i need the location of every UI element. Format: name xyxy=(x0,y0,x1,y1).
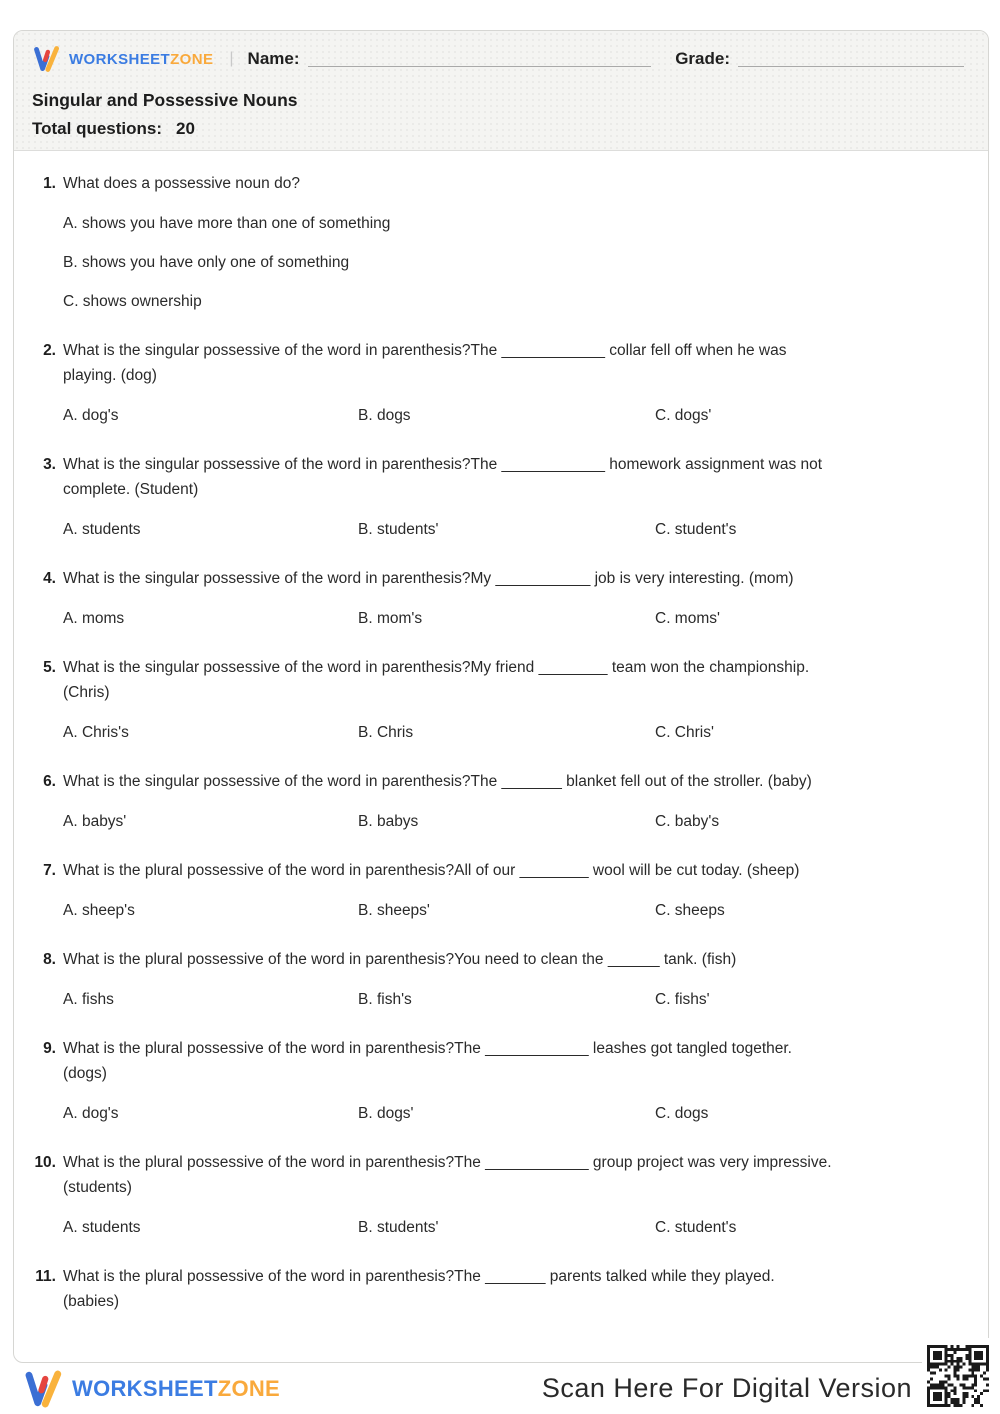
qr-code-pattern xyxy=(927,1345,989,1407)
question-text-line: What is the plural possessive of the word in parenthesis?All of our ________ wool will be cut today. (sheep) xyxy=(63,862,800,879)
question-text xyxy=(63,566,794,591)
question-text xyxy=(63,655,809,705)
question-number: 11. xyxy=(35,1268,56,1285)
question-8 xyxy=(31,947,968,1012)
question-row xyxy=(31,566,968,591)
total-questions-label: Total questions: xyxy=(32,119,163,138)
question-text xyxy=(63,858,799,883)
question-row xyxy=(31,1264,968,1314)
answer-option-B: B. fish's xyxy=(358,991,412,1008)
question-row xyxy=(31,452,968,502)
question-text xyxy=(63,452,822,502)
answer-option-A: A. dog's xyxy=(63,1105,119,1122)
questions-list xyxy=(14,151,988,1314)
question-3 xyxy=(31,452,968,542)
total-questions-value: 20 xyxy=(176,119,195,138)
answer-options xyxy=(63,898,968,923)
answer-option-A: A. dog's xyxy=(63,407,119,424)
answer-option-B: B. shows you have only one of something xyxy=(63,254,350,271)
question-row xyxy=(31,171,968,196)
question-text-line: playing. (dog) xyxy=(63,367,157,384)
answer-option-C: C. dogs' xyxy=(655,407,712,424)
answer-option-C: C. moms' xyxy=(655,610,720,627)
question-number: 10. xyxy=(34,1154,56,1171)
answer-option-B: B. students' xyxy=(358,521,439,538)
answer-options xyxy=(63,987,968,1012)
answer-option-A: A. moms xyxy=(63,610,125,627)
question-text-line: What is the singular possessive of the word in parenthesis?My ___________ job is very interesting. (mom) xyxy=(63,570,794,587)
question-text-line: What is the singular possessive of the word in parenthesis?The _______ blanket fell out of the stroller. (baby) xyxy=(63,773,812,790)
name-write-line[interactable] xyxy=(308,51,652,67)
question-row xyxy=(31,1036,968,1086)
total-questions xyxy=(32,119,964,139)
question-2 xyxy=(31,338,968,428)
scan-here-text: Scan Here For Digital Version xyxy=(541,1373,912,1403)
worksheetzone-logo-icon xyxy=(33,45,61,73)
question-text-line: (babies) xyxy=(63,1293,119,1310)
answer-option-C: C. student's xyxy=(655,521,737,538)
page-footer xyxy=(0,1363,1000,1414)
question-row xyxy=(31,1150,968,1200)
header-top-row xyxy=(33,44,964,74)
brand-logo xyxy=(33,45,213,73)
question-4 xyxy=(31,566,968,631)
question-number: 4. xyxy=(43,570,56,587)
worksheetzone-logo-icon xyxy=(24,1369,64,1409)
name-label: Name: xyxy=(247,49,300,68)
question-text-line: What is the plural possessive of the word in parenthesis?The ____________ group project was very impressive. xyxy=(63,1154,832,1171)
question-number: 7. xyxy=(43,862,56,879)
question-number: 2. xyxy=(43,342,56,359)
answer-options xyxy=(63,809,968,834)
question-11 xyxy=(31,1264,968,1314)
answer-options xyxy=(63,1101,968,1126)
answer-options xyxy=(63,1215,968,1240)
question-text-line: What is the singular possessive of the word in parenthesis?The ____________ homework assignment was not xyxy=(63,456,823,473)
question-10 xyxy=(31,1150,968,1240)
answer-option-A: A. Chris's xyxy=(63,724,129,741)
answer-options xyxy=(63,720,968,745)
question-text xyxy=(63,947,736,972)
question-text xyxy=(63,1036,792,1086)
footer-brand-logo xyxy=(24,1369,280,1409)
answer-options xyxy=(63,517,968,542)
brand-word-zone: ZONE xyxy=(217,1375,281,1401)
question-text-line: complete. (Student) xyxy=(63,481,199,498)
answer-option-C: C. Chris' xyxy=(655,724,714,741)
question-number: 1. xyxy=(43,175,56,192)
question-number: 6. xyxy=(43,773,56,790)
question-6 xyxy=(31,769,968,834)
grade-label: Grade: xyxy=(675,49,730,68)
question-row xyxy=(31,947,968,972)
answer-option-B: B. students' xyxy=(358,1219,439,1236)
answer-option-A: A. students xyxy=(63,1219,141,1236)
answer-option-C: C. shows ownership xyxy=(63,293,202,310)
answer-option-C: C. fishs' xyxy=(655,991,710,1008)
question-row xyxy=(31,858,968,883)
answer-option-B: B. sheeps' xyxy=(358,902,430,919)
question-number: 3. xyxy=(43,456,56,473)
brand-word-worksheet: WORKSHEET xyxy=(69,50,171,68)
question-9 xyxy=(31,1036,968,1126)
answer-option-C: C. student's xyxy=(655,1219,737,1236)
header-separator: | xyxy=(229,50,234,67)
answer-option-C: C. baby's xyxy=(655,813,720,830)
question-row xyxy=(31,655,968,705)
answer-options xyxy=(63,606,968,631)
question-text xyxy=(63,338,786,388)
brand-word-zone: ZONE xyxy=(170,50,214,68)
question-text xyxy=(63,171,300,196)
question-text-line: What is the singular possessive of the word in parenthesis?The ____________ collar fell off when he was xyxy=(63,342,787,359)
question-text-line: What is the plural possessive of the word in parenthesis?You need to clean the ______ tank. (fish) xyxy=(63,951,737,968)
answer-option-B: B. babys xyxy=(358,813,419,830)
answer-option-C: C. sheeps xyxy=(655,902,725,919)
answer-option-A: A. babys' xyxy=(63,813,127,830)
question-text-line: What does a possessive noun do? xyxy=(63,175,300,192)
question-text-line: What is the singular possessive of the word in parenthesis?My friend ________ team won the championship. xyxy=(63,659,810,676)
footer-brand-wordmark xyxy=(72,1376,280,1402)
question-text xyxy=(63,1264,775,1314)
answer-option-A: A. fishs xyxy=(63,991,114,1008)
answer-option-B: B. mom's xyxy=(358,610,423,627)
answer-option-B: B. dogs xyxy=(358,407,411,424)
question-text-line: What is the plural possessive of the word in parenthesis?The ____________ leashes got tangled together. xyxy=(63,1040,792,1057)
question-text-line: (dogs) xyxy=(63,1065,107,1082)
grade-write-line[interactable] xyxy=(738,51,964,67)
question-row xyxy=(31,338,968,388)
question-number: 9. xyxy=(43,1040,56,1057)
answer-option-B: B. dogs' xyxy=(358,1105,414,1122)
qr-code xyxy=(922,1338,994,1414)
question-number: 8. xyxy=(43,951,56,968)
answer-options xyxy=(63,211,968,314)
question-row xyxy=(31,769,968,794)
question-text-line: What is the plural possessive of the word in parenthesis?The _______ parents talked while they played. xyxy=(63,1268,775,1285)
question-1 xyxy=(31,171,968,314)
question-7 xyxy=(31,858,968,923)
answer-options xyxy=(63,403,968,428)
answer-option-B: B. Chris xyxy=(358,724,414,741)
question-text-line: (Chris) xyxy=(63,684,110,701)
answer-option-A: A. shows you have more than one of something xyxy=(63,215,391,232)
answer-option-C: C. dogs xyxy=(655,1105,709,1122)
question-text xyxy=(63,769,812,794)
question-text-line: (students) xyxy=(63,1179,132,1196)
question-number: 5. xyxy=(43,659,56,676)
brand-word-worksheet: WORKSHEET xyxy=(72,1375,218,1401)
worksheet-card xyxy=(13,30,989,1363)
question-5 xyxy=(31,655,968,745)
worksheet-header xyxy=(14,31,988,151)
brand-wordmark xyxy=(69,51,213,68)
worksheet-title: Singular and Possessive Nouns xyxy=(32,90,298,110)
answer-option-A: A. students xyxy=(63,521,141,538)
question-text xyxy=(63,1150,832,1200)
answer-option-A: A. sheep's xyxy=(63,902,135,919)
